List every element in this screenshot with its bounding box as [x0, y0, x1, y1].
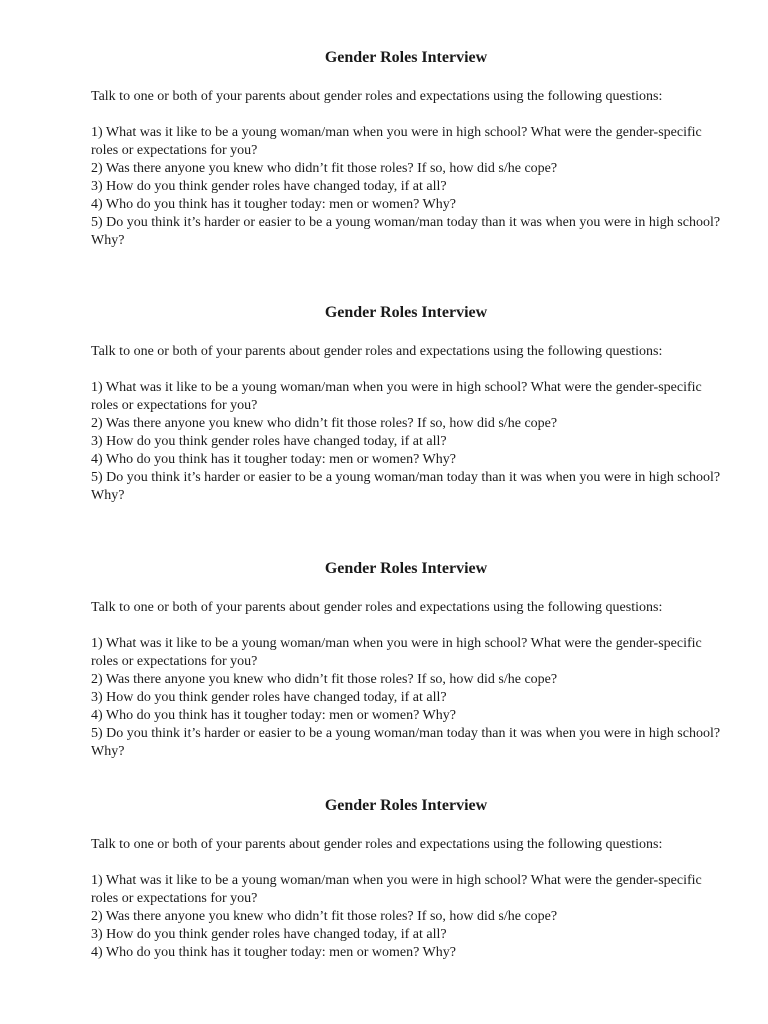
section-title: Gender Roles Interview: [324, 797, 488, 814]
question-item: 3) How do you think gender roles have changed today, if at all?: [91, 927, 447, 942]
question-item: 5) Do you think it’s harder or easier to be a young woman/man today than it was when you were in high school? Why?: [91, 215, 721, 248]
section-intro: Talk to one or both of your parents about gender roles and expectations using the following questions:: [91, 837, 663, 852]
question-item: 5) Do you think it’s harder or easier to be a young woman/man today than it was when you were in high school? Why?: [91, 470, 721, 503]
question-item: 4) Who do you think has it tougher today: men or women? Why?: [91, 197, 456, 212]
question-item: 2) Was there anyone you knew who didn’t fit those roles? If so, how did s/he cope?: [91, 161, 558, 176]
question-list: [91, 379, 731, 505]
question-item: 2) Was there anyone you knew who didn’t fit those roles? If so, how did s/he cope?: [91, 909, 558, 924]
question-item: 1) What was it like to be a young woman/man when you were in high school? What were the gender-specific roles or expectations for you?: [91, 636, 702, 669]
question-list: [91, 872, 731, 962]
question-item: 4) Who do you think has it tougher today: men or women? Why?: [91, 945, 456, 960]
question-item: 1) What was it like to be a young woman/man when you were in high school? What were the gender-specific roles or expectations for you?: [91, 873, 702, 906]
question-item: 4) Who do you think has it tougher today: men or women? Why?: [91, 708, 456, 723]
interview-section: [91, 796, 731, 962]
question-item: 3) How do you think gender roles have changed today, if at all?: [91, 179, 447, 194]
section-intro: Talk to one or both of your parents about gender roles and expectations using the following questions:: [91, 600, 663, 615]
question-list: [91, 635, 731, 761]
question-item: 3) How do you think gender roles have changed today, if at all?: [91, 690, 447, 705]
question-item: 1) What was it like to be a young woman/man when you were in high school? What were the gender-specific roles or expectations for you?: [91, 380, 702, 413]
question-item: 2) Was there anyone you knew who didn’t fit those roles? If so, how did s/he cope?: [91, 416, 558, 431]
question-item: 2) Was there anyone you knew who didn’t fit those roles? If so, how did s/he cope?: [91, 672, 558, 687]
question-list: [91, 124, 731, 250]
question-item: 4) Who do you think has it tougher today: men or women? Why?: [91, 452, 456, 467]
question-item: 3) How do you think gender roles have changed today, if at all?: [91, 434, 447, 449]
interview-section: [91, 48, 731, 250]
section-intro: Talk to one or both of your parents about gender roles and expectations using the following questions:: [91, 89, 663, 104]
section-intro: Talk to one or both of your parents about gender roles and expectations using the following questions:: [91, 344, 663, 359]
section-title: Gender Roles Interview: [324, 49, 488, 66]
question-item: 5) Do you think it’s harder or easier to be a young woman/man today than it was when you were in high school? Why?: [91, 726, 721, 759]
interview-section: [91, 303, 731, 505]
question-item: 1) What was it like to be a young woman/man when you were in high school? What were the gender-specific roles or expectations for you?: [91, 125, 702, 158]
section-title: Gender Roles Interview: [324, 560, 488, 577]
interview-section: [91, 559, 731, 761]
section-title: Gender Roles Interview: [324, 304, 488, 321]
